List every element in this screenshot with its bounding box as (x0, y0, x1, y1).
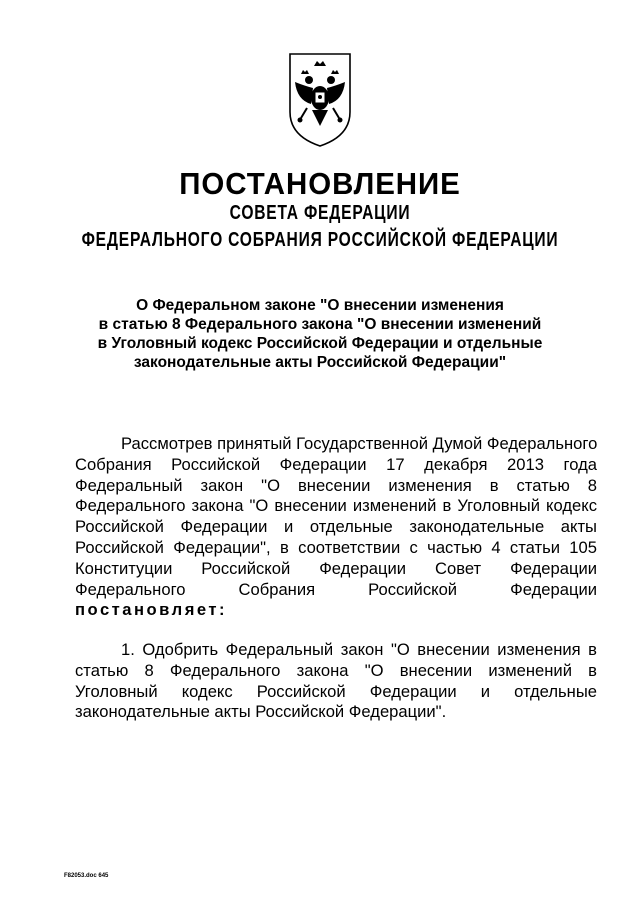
paragraph-line: 1. Одобрить Федеральный закон "О внесении изменения в (121, 640, 597, 659)
heading-line: законодательные акты Российской Федерации" (133, 354, 507, 371)
paragraph-line: Собрания Российской Федерации 17 декабря 2013 года (75, 454, 597, 474)
heading-line: в Уголовный кодекс Российской Федерации и отдельные (97, 335, 543, 352)
paragraph-line: Российской Федерации и отдельные законодательные акты (75, 517, 597, 537)
resolution-heading (0, 296, 640, 372)
heading-line: О Федеральном законе "О внесении изменения (136, 297, 504, 314)
decision-word: постановляет: (75, 600, 228, 620)
decision-paragraph (75, 640, 597, 723)
paragraph-line: Федерального закона "О внесении изменений в Уголовный кодекс (75, 496, 597, 516)
paragraph-line: Конституции Российской Федерации Совет Федерации (75, 558, 597, 578)
paragraph-line: статью 8 Федерального закона "О внесении изменений в (75, 660, 597, 680)
paragraph-line: Федеральный закон "О внесении изменения в статью 8 (75, 475, 597, 495)
paragraph-line: законодательные акты Российской Федерации". (75, 702, 447, 722)
paragraph-line: Рассмотрев принятый Государственной Думой Федерального (121, 434, 598, 453)
document-code: F82053.doc 645 (64, 873, 109, 879)
preamble-paragraph (75, 434, 597, 621)
document-title: ПОСТАНОВЛЕНИЕ (179, 166, 461, 201)
heading-line: в статью 8 Федерального закона "О внесении изменений (98, 316, 542, 333)
double-headed-eagle-icon (287, 52, 353, 148)
paragraph-line: Российской Федерации", в соответствии с частью 4 статьи 105 (75, 537, 597, 557)
paragraph-line: Уголовный кодекс Российской Федерации и отдельные (75, 681, 597, 701)
issuer-line-2: ФЕДЕРАЛЬНОГО СОБРАНИЯ РОССИЙСКОЙ ФЕДЕРАЦИИ (81, 229, 559, 251)
issuer-line-1: СОВЕТА ФЕДЕРАЦИИ (229, 202, 411, 224)
paragraph-line: Федерального Собрания Российской Федерации (75, 579, 597, 599)
